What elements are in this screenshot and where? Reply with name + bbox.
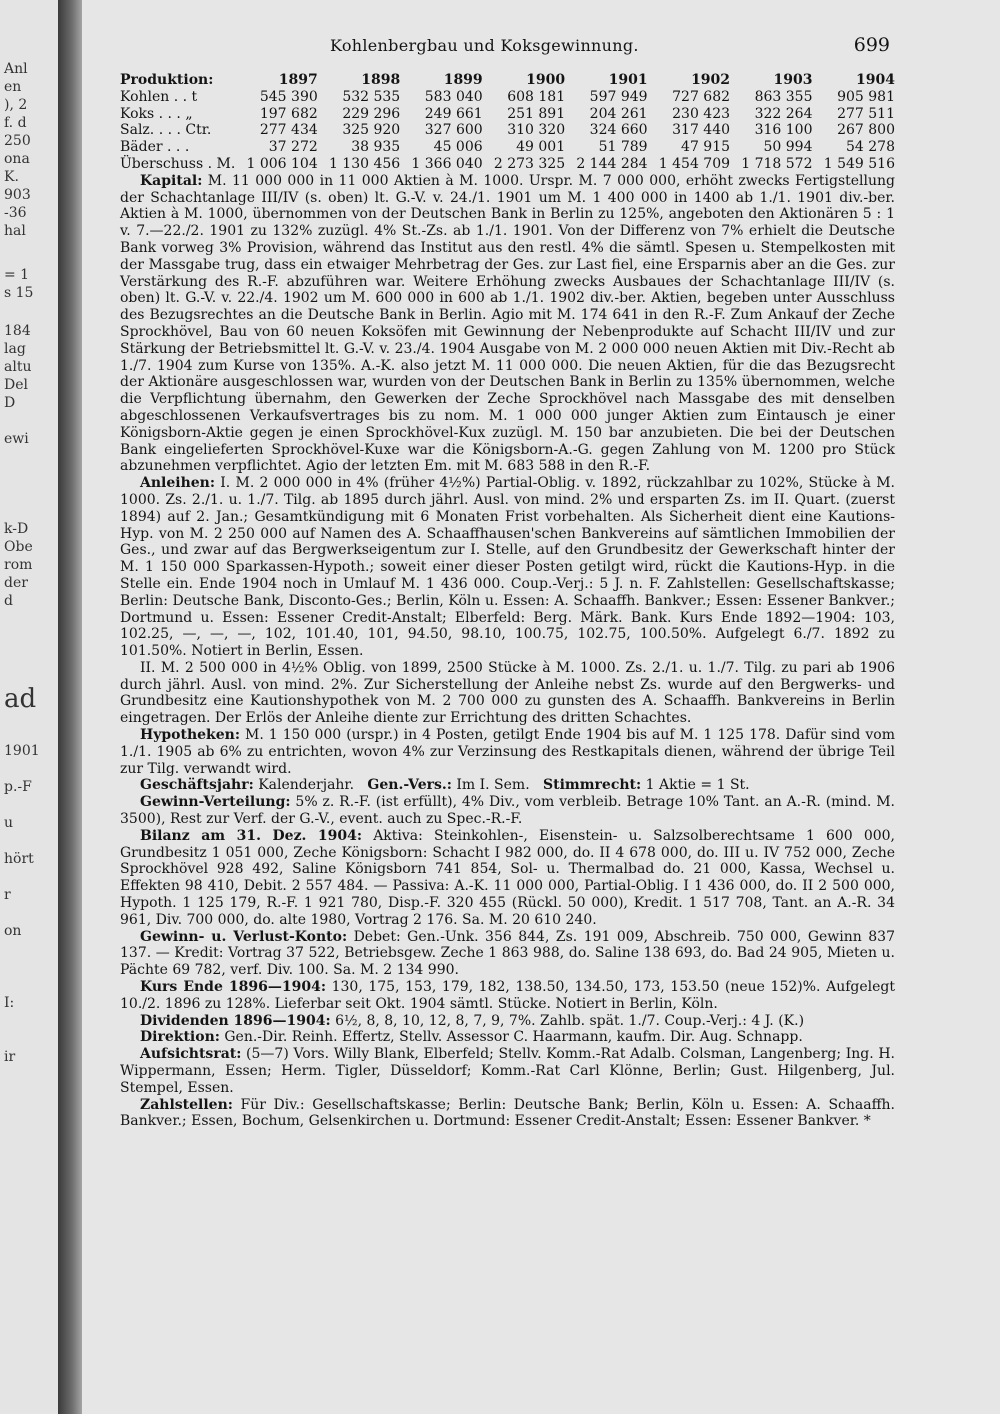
section-label: Kurs Ende 1896—1904: (140, 979, 326, 996)
table-row (120, 106, 895, 123)
section-text: Aktiva: Steinkohlen-, Eisenstein- u. Salzsolberechtsame 1 600 000, Grundbesitz 1 051 000, Zeche Königsborn: Schacht I 982 000, do. II 4 678 000, do. III u. IV 752 000, Zeche Sprockhövel 928 492, Saline Königsborn 741 854, Sol- u. Thermalbad do. 21 000, Kassa, Wechsel u. Effekten 98 410, Debit. 2 557 484. — Passiva: A.-K. 11 000 000, Partial-Oblig. I 1 436 000, do. II 2 500 000, Hypoth. 1 125 179, R.-F. 1 921 780, Disp.-F. 320 455 (Rückl. 50 000), Kredit. 1 517 708, Tant. an A.-R. 34 961, Div. 700 000, do. alte 1980, Vortrag 2 176. Sa. M. 20 610 240. (120, 827, 895, 928)
section-text: Gen.-Dir. Reinh. Effertz, Stellv. Assessor C. Haarmann, kaufm. Dir. Aug. Schnapp. (219, 1029, 803, 1046)
section-label: Anleihen: (140, 475, 216, 492)
kapital-paragraph (120, 173, 895, 475)
gewinnverteilung-paragraph (120, 794, 895, 828)
margin-fragment: Anl (4, 61, 28, 77)
margin-fragment: 903 (4, 187, 31, 203)
table-row (120, 122, 895, 139)
table-cell: 204 261 (589, 105, 648, 122)
table-cell: 277 434 (259, 122, 318, 139)
section-label: Bilanz am 31. Dez. 1904: (140, 827, 363, 844)
table-cell: 38 935 (351, 139, 401, 156)
table-cell: 249 661 (424, 105, 483, 122)
section-text: Debet: Gen.-Unk. 356 844, Zs. 191 009, Abschreib. 750 000, Gewinn 837 137. — Kredit: Vortrag 37 522, Betriebsgew. Zeche 1 863 988, do. Saline 138 693, do. Bad 24 905, Mieten u. Pächte 69 782, verf. Div. 100. Sa. M. 2 134 990. (120, 928, 895, 979)
margin-fragment: en (4, 79, 22, 95)
table-cell: 1 454 709 (658, 155, 731, 172)
section-text: Kalenderjahr. (253, 777, 355, 794)
year-cell: 1897 (278, 72, 318, 88)
table-cell: 50 994 (763, 139, 813, 156)
year-cell: 1899 (443, 72, 483, 88)
year-cell: 1900 (526, 72, 566, 88)
section-label: Stimmrecht: (543, 777, 642, 794)
margin-fragment: D (4, 395, 16, 411)
section-label: Dividenden 1896—1904: (140, 1012, 331, 1029)
table-cell: 1 130 456 (328, 155, 401, 172)
margin-fragment: p.-F (4, 779, 32, 795)
margin-fragment: r (4, 887, 11, 903)
margin-fragment: 250 (4, 133, 31, 149)
margin-fragment: d (4, 593, 13, 609)
production-header-row (120, 72, 895, 89)
production-label: Produktion: (120, 72, 214, 88)
section-label: Hypotheken: (140, 727, 240, 744)
table-cell: 37 272 (268, 139, 318, 156)
table-cell: 277 511 (837, 105, 895, 122)
hypotheken-paragraph (120, 727, 895, 777)
margin-fragment: = 1 (4, 267, 30, 283)
margin-fragment: ona (4, 151, 30, 167)
table-cell: 608 181 (507, 88, 566, 105)
margin-fragment: ad (4, 684, 37, 714)
direktion-paragraph (120, 1029, 895, 1046)
adjacent-page-edge (0, 0, 58, 1414)
margin-fragment: Del (4, 377, 28, 393)
table-cell: 325 920 (342, 122, 401, 139)
table-cell: 49 001 (516, 139, 566, 156)
section-text: 1 Aktie = 1 St. (641, 777, 750, 794)
margin-fragment: der (4, 575, 28, 591)
table-cell: 2 273 325 (493, 155, 566, 172)
table-cell: 230 423 (672, 105, 731, 122)
aufsichtsrat-paragraph (120, 1046, 895, 1096)
table-cell: 267 800 (837, 122, 895, 139)
row-label: Salz. . . . Ctr. (120, 122, 212, 139)
margin-fragment: altu (4, 359, 32, 375)
table-cell: 545 390 (259, 88, 318, 105)
margin-fragment: ), 2 (4, 97, 28, 113)
table-cell: 54 278 (846, 139, 895, 156)
margin-fragment: on (4, 923, 22, 939)
year-cell: 1902 (691, 72, 731, 88)
margin-fragment: I: (4, 995, 15, 1011)
table-cell: 1 718 572 (741, 155, 813, 172)
table-cell: 597 949 (589, 88, 648, 105)
page-number: 699 (853, 34, 890, 56)
row-label: Kohlen . . t (120, 88, 198, 105)
table-cell: 1 006 104 (246, 155, 318, 172)
margin-fragment: ir (4, 1049, 16, 1065)
row-label: Überschuss . M. (120, 155, 236, 172)
row-label: Koks . . . „ (120, 105, 193, 122)
table-cell: 727 682 (672, 88, 731, 105)
production-table (120, 72, 895, 173)
section-text: Im I. Sem. (451, 777, 530, 794)
book-spine-shadow (58, 0, 82, 1414)
table-row (120, 156, 895, 173)
table-cell: 532 535 (342, 88, 401, 105)
section-text: 5% z. R.-F. (ist erfüllt), 4% Div., vom verbleib. Betrage 10% Tant. an A.-R. (mind. M. 3500), Rest zur Verf. der G.-V., event. auch zu Spec.-R.-F. (120, 794, 895, 828)
section-label: Gen.-Vers.: (367, 777, 452, 794)
table-cell: 322 264 (754, 105, 813, 122)
section-label: Direktion: (140, 1029, 220, 1046)
running-header (100, 36, 890, 58)
table-cell: 229 296 (342, 105, 401, 122)
table-cell: 2 144 284 (576, 155, 648, 172)
section-text: 130, 175, 153, 179, 182, 138.50, 134.50, 173, 153.50 (neue 152)%. Aufgelegt 10./2. 1896 zu 128%. Lieferbar seit Okt. 1904 sämtl. Stücke. Notiert in Berlin, Köln. (120, 979, 895, 1012)
table-cell: 316 100 (754, 122, 813, 139)
section-label: Kapital: (140, 172, 203, 189)
table-cell: 45 006 (433, 139, 483, 156)
year-cell: 1901 (608, 72, 648, 88)
dividenden-paragraph (120, 1013, 895, 1030)
table-cell: 1 549 516 (823, 155, 895, 172)
table-cell: 317 440 (672, 122, 731, 139)
anleihen-paragraph-2 (120, 660, 895, 727)
kurs-paragraph (120, 979, 895, 1013)
margin-fragment: rom (4, 557, 33, 573)
guv-paragraph (120, 929, 895, 979)
table-cell: 583 040 (424, 88, 483, 105)
margin-fragment: Obe (4, 539, 33, 555)
margin-fragment: k-D (4, 521, 29, 537)
section-text: I. M. 2 000 000 in 4% (früher 4½%) Partial-Oblig. v. 1892, rückzahlbar zu 102%, Stücke à M. 1000. Zs. 2./1. u. 1./7. Tilg. ab 1895 durch jährl. Ausl. von mind. 2% und ersparten Zs. im II. Quart. (zuerst 1894) auf 2. Jan.; Gesamtkündigung mit 6 Monaten Frist vorbehalten. Als Sicherheit dient eine Kautions-Hyp. von M. 2 250 000 auf Namen des A. Schaaffhausen'schen Bankvereins auf sämtlichen Immobilien der Ges., und zwar auf das Bergwerkseigentum zur I. Stelle, auf den Grundbesitz der Gewerkschaft hinter der M. 1 150 000 Sparkassen-Hypoth.; soweit einer dieser Posten getilgt wird, rückt die Kautions-Hyp. in die Stelle ein. Ende 1904 noch in Umlauf M. 1 436 000. Coup.-Verj.: 5 J. n. F. Zahlstellen: Gesellschaftskasse; Berlin: Deutsche Bank, Disconto-Ges.; Berlin, Köln u. Essen: A. Schaaffh. Bankver.; Essen: Essener Bankver.; Dortmund u. Essen: Essener Credit-Anstalt; Elberfeld: Berg. Märk. Bank. Kurs Ende 1892—1904: 103, 102.25, —, —, —, 102, 101.40, 101, 94.50, 98.10, 100.75, 102.75, 100.50%. Aufgelegt 6./7. 1892 zu 101.50%. Notiert in Berlin, Essen. (120, 475, 895, 660)
margin-fragment: lag (4, 341, 26, 357)
year-cell: 1898 (361, 72, 401, 88)
margin-fragment: ewi (4, 431, 29, 447)
table-cell: 327 600 (424, 122, 483, 139)
section-label: Geschäftsjahr: (140, 777, 254, 794)
geschaeftsjahr-paragraph (120, 777, 895, 794)
section-label: Gewinn-Verteilung: (140, 794, 291, 811)
margin-fragment: f. d (4, 115, 27, 131)
table-cell: 905 981 (837, 88, 895, 105)
table-cell: 197 682 (259, 105, 318, 122)
running-title: Kohlenbergbau und Koksgewinnung. (330, 36, 639, 55)
year-cell: 1903 (773, 72, 813, 88)
year-cell: 1904 (856, 72, 895, 88)
zahlstellen-paragraph (120, 1097, 895, 1131)
table-cell: 863 355 (754, 88, 813, 105)
margin-fragment: K. (4, 169, 19, 185)
table-cell: 1 366 040 (411, 155, 483, 172)
section-label: Aufsichtsrat: (140, 1046, 242, 1063)
margin-fragment: 1901 (4, 743, 40, 759)
row-label: Bäder . . . (120, 139, 190, 156)
section-text: II. M. 2 500 000 in 4½% Oblig. von 1899, 2500 Stücke à M. 1000. Zs. 2./1. u. 1./7. Tilg. zu pari ab 1906 durch jährl. Ausl. von mind. 2%. Zur Sicherstellung der Anleihe nebst Zs. wurde auf den Bergwerks- und Grundbesitz eine Kautionshypothek von M. 2 700 000 zu gunsten des A. Schaaffh. Bankvereins in Berlin eingetragen. Der Erlös der Anleihe diente zur Errichtung des dritten Schachtes. (120, 659, 895, 727)
margin-fragment: hört (4, 851, 34, 867)
page-content (120, 72, 895, 1130)
section-text: Für Div.: Gesellschaftskasse; Berlin: Deutsche Bank; Berlin, Köln u. Essen: A. Schaaffh. Bankver.; Essen, Bochum, Gelsenkirchen u. Dortmund: Essener Credit-Anstalt; Essen: Essener Bankver. * (120, 1096, 895, 1130)
table-cell: 51 789 (598, 139, 648, 156)
table-cell: 251 891 (507, 105, 566, 122)
anleihen-paragraph (120, 475, 895, 660)
section-text: (5—7) Vors. Willy Blank, Elberfeld; Stellv. Komm.-Rat Adalb. Colsman, Langenberg; Ing. H. Wippermann, Essen; Herm. Tigler, Düsseldorf; Komm.-Rat Carl Klönne, Berlin; Gust. Hilgenberg, Jul. Stempel, Essen. (120, 1046, 895, 1096)
table-cell: 47 915 (681, 139, 731, 156)
margin-fragment: u (4, 815, 14, 831)
section-text: 6½, 8, 8, 10, 12, 8, 7, 9, 7%. Zahlb. spät. 1./7. Coup.-Verj.: 4 J. (K.) (330, 1012, 805, 1029)
margin-fragment: s 15 (4, 285, 34, 301)
margin-fragment: -36 (4, 205, 27, 221)
margin-fragment: 184 (4, 323, 31, 339)
table-row (120, 89, 895, 106)
section-label: Zahlstellen: (140, 1096, 233, 1113)
table-cell: 324 660 (589, 122, 648, 139)
section-text: M. 1 150 000 (urspr.) in 4 Posten, getilgt Ende 1904 bis auf M. 1 125 178. Dafür sind vom 1./1. 1905 ab 6% zu entrichten, wovon 4% zur Verzinsung des Restkapitals dienen, während der übrige Teil zur Tilg. verwandt wird. (120, 727, 895, 777)
table-cell: 310 320 (507, 122, 566, 139)
bilanz-paragraph (120, 828, 895, 929)
margin-fragment: hal (4, 223, 26, 239)
section-label: Gewinn- u. Verlust-Konto: (140, 928, 348, 945)
section-text: M. 11 000 000 in 11 000 Aktien à M. 1000. Urspr. M. 7 000 000, erhöht zwecks Fertigstellung der Schachtanlage III/IV (s. oben) lt. G.-V. v. 24./1. 1901 um M. 1 400 000 in 1400 ab 1./1. 1901 div.-ber. Aktien à M. 1000, übernommen von der Deutschen Bank in Berlin zu 125%, angeboten den Aktionären 5 : 1 v. 7.—22./2. 1901 zu 132% zuzügl. 4% St.-Zs. ab 1./1. 1901. Von der Differenz von 7% erhielt die Deutsche Bank vorweg 3% Provision, während das Institut aus den restl. 4% die sämtl. Spesen u. Stempelkosten mit der Massgabe trug, dass ein etwaiger Mehrbetrag der Ges. zur Last fiel, eine Ersparnis aber an die Ges. zur Verstärkung des R.-F. abzuführen war. Weitere Erhöhung zwecks Ausbaues der Schachtanlage III/IV (s. oben) lt. G.-V. v. 22./4. 1902 um M. 600 000 in 600 ab 1./1. 1902 div.-ber. Aktien, begeben unter Ausschluss des Bezugsrechtes an die Deutsche Bank in Berlin. Agio mit M. 174 641 in den R.-F. Zum Ankauf der Zeche Sprockhövel, Bau von 60 neuen Koksöfen mit Gewinnung der Nebenprodukte auf Schacht III/IV und zur Stärkung der Betriebsmittel lt. G.-V. v. 23./4. 1904 Ausgabe von M. 2 000 000 neuen Aktien mit Div.-Recht ab 1./7. 1904 zum Kurse von 135%. A.-K. also jetzt M. 11 000 000. Die neuen Aktien, für die das Bezugsrecht der Aktionäre ausgeschlossen war, wurden von der Deutschen Bank in Berlin zu 135% übernommen, welche die Verpflichtung übernahm, den Gewerken der Zeche Sprockhövel nach Massgabe des mit denselben abgeschlossenen Verkaufsvertrages bis zu nom. M. 1 000 000 junger Aktien zum Eintausch je einer Königsborn-Aktie gegen je einen Sprockhövel-Kux zuzügl. M. 150 bar anzubieten. Die bei der Deutschen Bank eingelieferten Sprockhövel-Kuxe war die Königsborn-A.-G. gegen Zahlung von M. 1200 pro Stück abzunehmen verpflichtet. Agio der letzten Em. mit M. 683 588 in den R.-F. (120, 172, 895, 475)
table-row (120, 139, 895, 156)
